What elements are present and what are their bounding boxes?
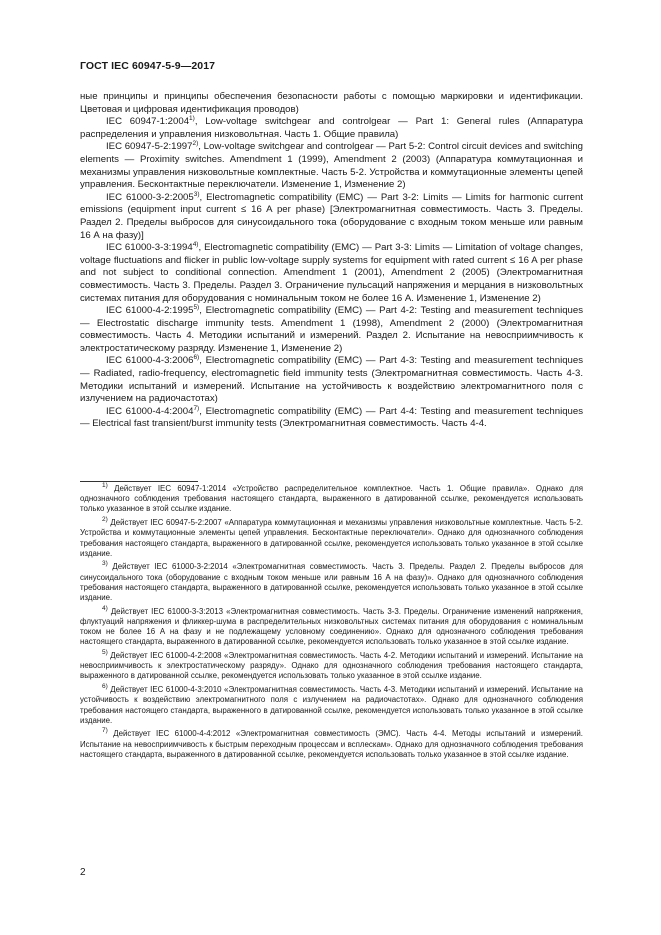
reference-text: , Low-voltage switchgear and controlgear — Part 5-2: Control circuit devices and switching elements — Proximity switches. Amendment 1 (1999), Amendment 2 (2003) (Аппаратура коммутационная и механизмы управления низковольтные комплектные. Часть 5-2. Устройства и коммутационные элементы цепей управления. Бесконтактные переключатели. Изменение 1, Изменение 2) [80, 141, 584, 191]
reference-paragraph [80, 305, 583, 355]
reference-paragraph [80, 355, 583, 405]
footnote-separator [80, 481, 198, 482]
footnote-text: Действует IEC 61000-3-3:2013 «Электромагнитная совместимость. Часть 3-3. Пределы. Ограничение изменений напряжения, флуктуаций напряжения и фликкер-шума в распределительных низковольтных системах питания для оборудования с номинальным током не более 16 А на фазу и не подлежащему условному соединению». Однако для однозначного соблюдения требования настоящего стандарта, выраженного в датированной ссылке, рекомендуется использовать только указанное в этой ссылке издание. [80, 606, 583, 647]
footnote-ref: 2) [192, 140, 199, 148]
footnote [80, 729, 583, 760]
intro-paragraph: ные принципы и принципы обеспечения безопасности работы с помощью маркировки и идентификации. Цветовая и цифровая идентификация проводов) [80, 91, 583, 115]
footnote [80, 604, 583, 648]
footnote [80, 518, 583, 559]
footnote [80, 562, 583, 603]
reference-code: IEC 61000-4-2:1995 [106, 305, 194, 317]
footnote-mark: 7) [102, 727, 108, 735]
footnote-ref: 3) [193, 190, 200, 198]
footnote-text: Действует IEC 60947-5-2:2007 «Аппаратура коммутационная и механизмы управления низковольтные комплектные. Часть 5-2. Устройства и коммутационные элементы цепей управления. Бесконтактные переключатели». Однако для однозначного соблюдения требования настоящего стандарта, выраженного в датированной ссылке, рекомендуется использовать только указанное в этой ссылке издание. [80, 518, 583, 558]
footnote-mark: 2) [102, 516, 108, 524]
reference-paragraph [80, 192, 583, 242]
reference-text: , Electromagnetic compatibility (EMC) — Part 3-3: Limits — Limitation of voltage changes, voltage fluctuations and flicker in public low-voltage supply systems for equipment with rated current ≤ 16 A per phase and not subject to conditional connection. Amendment 1 (2001), Amendment 2 (2005) (Электромагнитная совместимость. Часть 3. Пределы. Раздел 3. Ограничение пульсаций напряжения и мерцания в низковольтных системах питания для оборудования с номинальным током не более 16 А. Изменение 1, Изменение 2) [80, 242, 584, 304]
reference-paragraph [80, 242, 583, 305]
footnote-text: Действует IEC 61000-4-4:2012 «Электромагнитная совместимость (ЭМС). Часть 4-4. Методы испытаний и измерений. Испытание на невосприимчивость к быстрым переходным процессам и всплескам». Однако для однозначного соблюдения требования настоящего стандарта, выраженного в датированной ссылке, рекомендуется использовать только указанное в этой ссылке издание. [80, 729, 583, 759]
main-text [80, 91, 583, 431]
reference-code: IEC 61000-4-3:2006 [106, 355, 194, 367]
reference-code: IEC 60947-1:2004 [106, 116, 190, 128]
footnote-ref: 6) [193, 354, 200, 362]
footnote [80, 685, 583, 726]
footnote-text: Действует IEC 61000-4-2:2008 «Электромагнитная совместимость. Часть 4-2. Методики испытаний и измерений. Испытание на невосприимчивость к электростатическому разряду». Однако для однозначного соблюдения требования настоящего стандарта, выраженного в датированной ссылке, рекомендуется использовать только указанное в этой ссылке издание. [80, 651, 583, 681]
reference-text: , Low-voltage switchgear and controlgear — Part 1: General rules (Аппаратура распределения и управления низковольтная. Часть 1. Общие правила) [80, 116, 583, 140]
footnote-ref: 7) [193, 404, 200, 412]
reference-text: , Electromagnetic compatibility (EMC) — Part 4-2: Testing and measurement techniques — Electrostatic discharge immunity tests. Amendment 1 (1998), Amendment 2 (2000) (Электромагнитная совместимость. Часть 4. Методики испытаний и измерений. Раздел 2. Испытание на невосприимчивость к электростатическому разряду. Изменение 1, Изменение 2) [80, 305, 584, 354]
reference-text: , Electromagnetic compatibility (EMC) — Part 3-2: Limits — Limits for harmonic current emissions (equipment input current ≤ 16 A per phase) [Электромагнитная совместимость. Часть 3. Пределы. Раздел 2. Пределы выбросов для синусоидального тока (оборудование с входным током меньше или равным 16 А на фазу)] [80, 191, 583, 241]
reference-text: , Electromagnetic compatibility (EMC) — Part 4-3: Testing and measurement techniques — Radiated, radio-frequency, electromagnetic field immunity tests (Электромагнитная совместимость. Часть 4-3. Методики испытаний и измерений. Испытание на устойчивость к воздействию электромагнитного поля с излучением на радиочастотах) [80, 355, 584, 405]
reference-paragraph [80, 141, 583, 191]
footnote [80, 651, 583, 682]
footnote-mark: 5) [102, 649, 108, 657]
reference-code: IEC 60947-5-2:1997 [106, 141, 193, 153]
footnote-mark: 1) [102, 482, 108, 489]
footnote-text: Действует IEC 61000-3-2:2014 «Электромагнитная совместимость. Часть 3. Пределы. Раздел 2. Пределы выбросов для синусоидального тока (оборудование с входным током меньше или равным 16 А на фазу)». Однако для однозначного соблюдения требования настоящего стандарта, выраженного в датированной ссылке, рекомендуется использовать только указанное в этой ссылке издание. [80, 562, 583, 603]
footnote-ref: 5) [193, 304, 200, 312]
reference-paragraph [80, 116, 583, 141]
footnote-mark: 3) [102, 560, 108, 568]
page-number: 2 [80, 867, 86, 878]
footnote-mark: 4) [102, 604, 108, 612]
document-header: ГОСТ IEC 60947-5-9—2017 [80, 60, 216, 72]
footnotes [80, 484, 583, 764]
footnote-ref: 1) [189, 115, 195, 123]
reference-text: , Electromagnetic compatibility (EMC) — Part 4-4: Testing and measurement techniques — Electrical fast transient/burst immunity tests (Электромагнитная совместимость. Часть 4-4. [80, 405, 584, 430]
footnote [80, 484, 583, 515]
footnote-ref: 4) [192, 241, 199, 249]
reference-code: IEC 61000-3-2:2005 [106, 191, 194, 203]
reference-code: IEC 61000-3-3:1994 [106, 242, 193, 254]
footnote-mark: 6) [102, 683, 108, 691]
footnote-text: Действует IEC 61000-4-3:2010 «Электромагнитная совместимость. Часть 4-3. Методики испытаний и измерений. Испытание на устойчивость к воздействию электромагнитного поля с излучением на радиочастотах». Однако для однозначного соблюдения требования настоящего стандарта, выраженного в датированной ссылке, рекомендуется использовать только указанное в этой ссылке издание. [80, 685, 583, 725]
footnote-text: Действует IEC 60947-1:2014 «Устройство распределительное комплектное. Часть 1. Общие правила». Однако для однозначного соблюдения требования настоящего стандарта, выраженного в датированной ссылке, рекомендуется использовать только указанное в этой ссылке издание. [80, 484, 583, 514]
reference-code: IEC 61000-4-4:2004 [106, 405, 194, 417]
reference-paragraph [80, 406, 583, 431]
